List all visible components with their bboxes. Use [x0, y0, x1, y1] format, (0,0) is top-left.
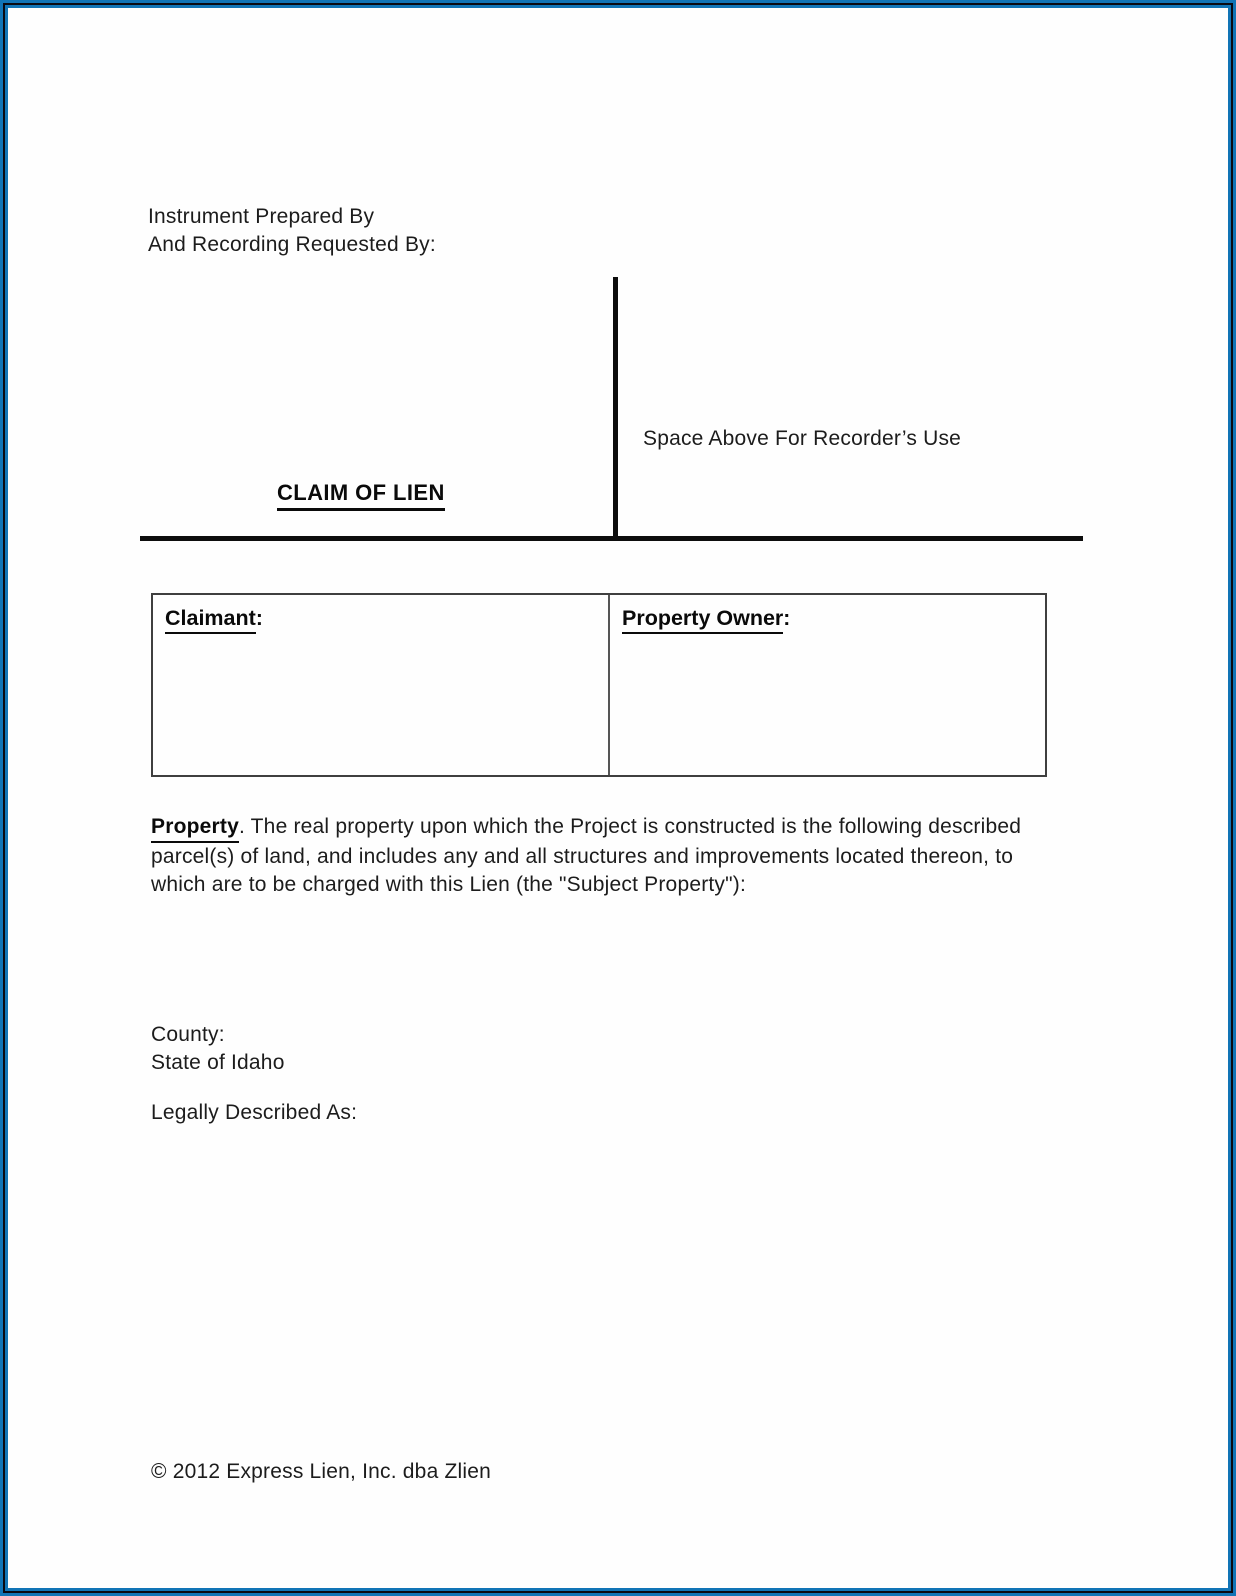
- location-block: [151, 1021, 285, 1077]
- prepared-by-line2: And Recording Requested By:: [148, 233, 436, 256]
- document-title: [277, 480, 445, 511]
- property-owner-cell: [610, 595, 1045, 775]
- property-body: . The real property upon which the Project is constructed is the following described parcel(s) of land, and includes any and all structures and improvements located thereon, to which are to be charged with this Lien (the "Subject Property"):: [151, 815, 1022, 896]
- property-owner-label: Property Owner:: [622, 606, 791, 630]
- header-horizontal-rule: [140, 536, 1083, 541]
- claimant-label: Claimant:: [165, 606, 263, 630]
- property-paragraph: [151, 813, 1023, 899]
- recorder-space-vertical-rule: [613, 277, 618, 539]
- prepared-by-block: [148, 203, 436, 259]
- county-label: County:: [151, 1023, 225, 1046]
- prepared-by-line1: Instrument Prepared By: [148, 205, 375, 228]
- claimant-cell: [153, 595, 610, 775]
- copyright-footer: © 2012 Express Lien, Inc. dba Zlien: [151, 1460, 491, 1483]
- recorder-space-note: Space Above For Recorder’s Use: [643, 427, 962, 450]
- parties-table: [151, 593, 1047, 777]
- legal-description-label: Legally Described As:: [151, 1101, 358, 1124]
- document-title-text: CLAIM OF LIEN: [277, 480, 445, 511]
- property-label: Property: [151, 813, 239, 843]
- state-line: State of Idaho: [151, 1051, 285, 1074]
